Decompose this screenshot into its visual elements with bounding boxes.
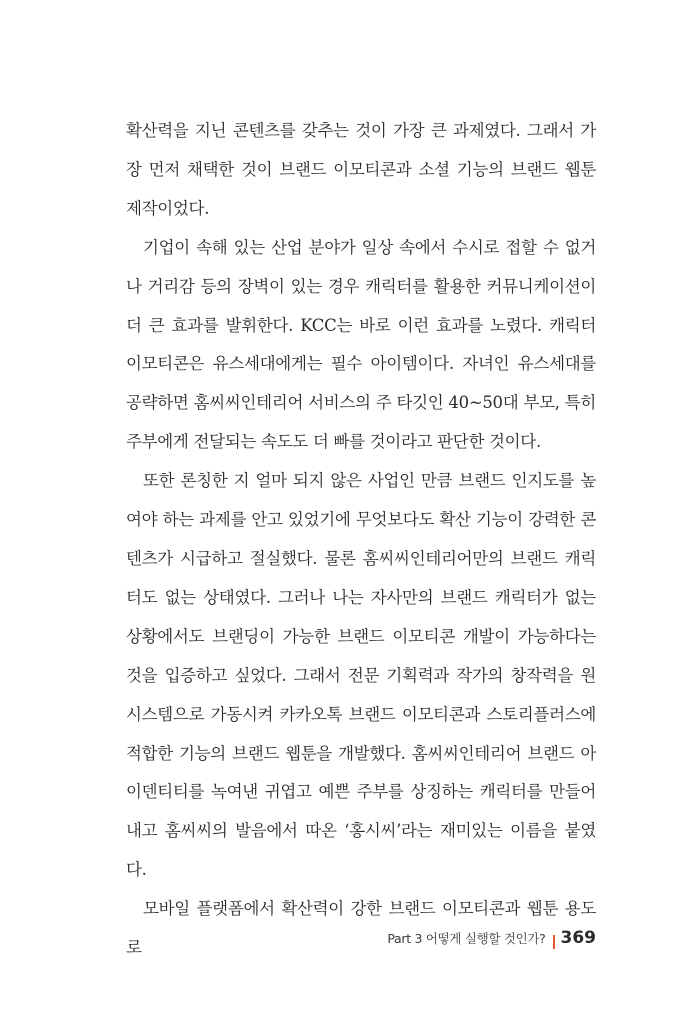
footer-separator bbox=[553, 935, 555, 949]
page-footer bbox=[387, 928, 596, 956]
body-text bbox=[126, 112, 596, 968]
page-number: 369 bbox=[560, 928, 596, 948]
running-head: Part 3 어떻게 실행할 것인가? bbox=[387, 931, 546, 946]
paragraph-2: 기업이 속해 있는 산업 분야가 일상 속에서 수시로 접할 수 없거나 거리감 등의 장벽이 있는 경우 캐릭터를 활용한 커뮤니케이션이 더 큰 효과를 발휘한다. KCC는 바로 이런 효과를 노렸다. 캐릭터 이모티콘은 유스세대에게는 필수 아이템이다. 자녀인 유스세대를 공략하면 홈씨씨인테리어 서비스의 주 타깃인 40~50대 부모, 특히 주부에게 전달되는 속도도 더 빠를 것이라고 판단한 것이다. bbox=[126, 237, 596, 452]
paragraph-1: 확산력을 지닌 콘텐츠를 갖추는 것이 가장 큰 과제였다. 그래서 가장 먼저 채택한 것이 브랜드 이모티콘과 소셜 기능의 브랜드 웹툰 제작이었다. bbox=[126, 121, 596, 218]
paragraph-3: 또한 론칭한 지 얼마 되지 않은 사업인 만큼 브랜드 인지도를 높여야 하는 과제를 안고 있었기에 무엇보다도 확산 기능이 강력한 콘텐츠가 시급하고 절실했다. 물론 홈씨씨인테리어만의 브랜드 캐릭터도 없는 상태였다. 그러나 나는 자사만의 브랜드 캐릭터가 없는 상황에서도 브랜딩이 가능한 브랜드 이모티콘 개발이 가능하다는 것을 입증하고 싶었다. 그래서 전문 기획력과 작가의 창작력을 원 시스템으로 가동시켜 카카오톡 브랜드 이모티콘과 스토리플러스에 적합한 기능의 브랜드 웹툰을 개발했다. 홈씨씨인테리어 브랜드 아이덴티티를 녹여낸 귀엽고 예쁜 주부를 상징하는 캐릭터를 만들어내고 홈씨씨의 발음에서 따온 ‘홍시씨’라는 재미있는 이름을 붙였다. bbox=[126, 471, 596, 880]
paragraph-4: 모바일 플랫폼에서 확산력이 강한 브랜드 이모티콘과 웹툰 용도로 bbox=[126, 899, 596, 958]
